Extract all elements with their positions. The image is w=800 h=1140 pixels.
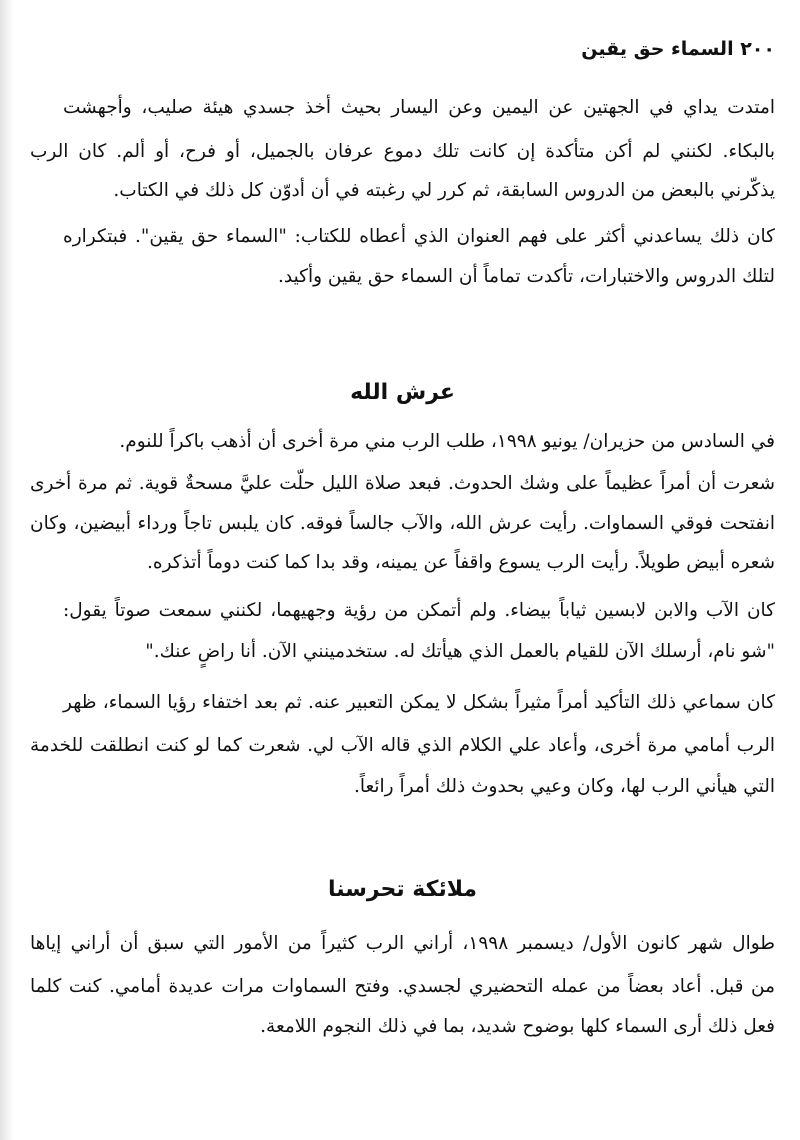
text-line: انفتحت فوقي السماوات. رأيت عرش الله، والآب جالساً فوقه. كان يلبس تاجاً ورداء أبيضين، وكان bbox=[30, 513, 775, 534]
text-line: التي هيأني الرب لها، وكان وعيي بحدوث ذلك أمراً رائعاً. bbox=[353, 776, 775, 797]
text-line: فعل ذلك أرى السماء كلها بوضوح شديد، بما في ذلك النجوم اللامعة. bbox=[260, 1016, 775, 1037]
text-line: لتلك الدروس والاختبارات، تأكدت تماماً أن السماء حق يقين وأكيد. bbox=[278, 266, 775, 287]
running-title: السماء حق يقين bbox=[581, 38, 734, 60]
text-line: كان سماعي ذلك التأكيد أمراً مثيراً بشكل لا يمكن التعبير عنه. ثم بعد اختفاء رؤيا السماء، ظهر bbox=[63, 692, 775, 713]
text-line: كان ذلك يساعدني أكثر على فهم العنوان الذي أعطاه للكتاب: "السماء حق يقين". فبتكراره bbox=[63, 226, 775, 247]
text-line: الرب أمامي مرة أخرى، وأعاد علي الكلام الذي قاله الآب لي. شعرت كما لو كنت انطلقت للخدمة bbox=[30, 735, 775, 756]
text-line: في السادس من حزيران/ يونيو ١٩٩٨، طلب الرب مني مرة أخرى أن أذهب باكراً للنوم. bbox=[119, 431, 775, 452]
text-line: كان الآب والابن لابسين ثياباً بيضاء. ولم أتمكن من رؤية وجهيهما، لكنني سمعت صوتاً يقول: bbox=[63, 600, 775, 621]
text-line: من قبل. أعاد بعضاً من عمله التحضيري لجسدي. وفتح السماوات مرات عديدة أمامي. كنت كلما bbox=[30, 976, 775, 997]
section-heading: ملائكة تحرسنا bbox=[327, 877, 478, 902]
book-page bbox=[30, 0, 775, 1140]
text-line: شعره أبيض طويلاً. رأيت الرب يسوع واقفاً عن يمينه، وقد بدا كما كنت دوماً أتذكره. bbox=[147, 552, 775, 573]
text-line: بالبكاء. لكنني لم أكن متأكدة إن كانت تلك دموع عرفان بالجميل، أو فرح، أو ألم. كان الرب bbox=[30, 141, 775, 162]
section-heading: عرش الله bbox=[350, 380, 455, 405]
text-line: طوال شهر كانون الأول/ ديسمبر ١٩٩٨، أراني الرب كثيراً من الأمور التي سبق أن أراني إياها bbox=[30, 933, 776, 954]
text-line: شعرت أن أمراً عظيماً على وشك الحدوث. فبعد صلاة الليل حلّت عليَّ مسحةٌ قوية. ثم مرة أخرى bbox=[30, 473, 775, 494]
page-number: ٢٠٠ bbox=[740, 38, 775, 60]
running-header bbox=[30, 38, 775, 60]
book-spine-shadow bbox=[0, 0, 14, 1140]
text-line: يذكّرني بالبعض من الدروس السابقة، ثم كرر لي رغبته في أن أدوّن كل ذلك في الكتاب. bbox=[113, 180, 775, 201]
text-line: امتدت يداي في الجهتين عن اليمين وعن اليسار بحيث أخذ جسدي هيئة صليب، وأجهشت bbox=[63, 97, 775, 118]
text-line: "شو نام، أرسلك الآن للقيام بالعمل الذي هيأتك له. ستخدمينني الآن. أنا راضٍ عنك." bbox=[145, 641, 775, 662]
